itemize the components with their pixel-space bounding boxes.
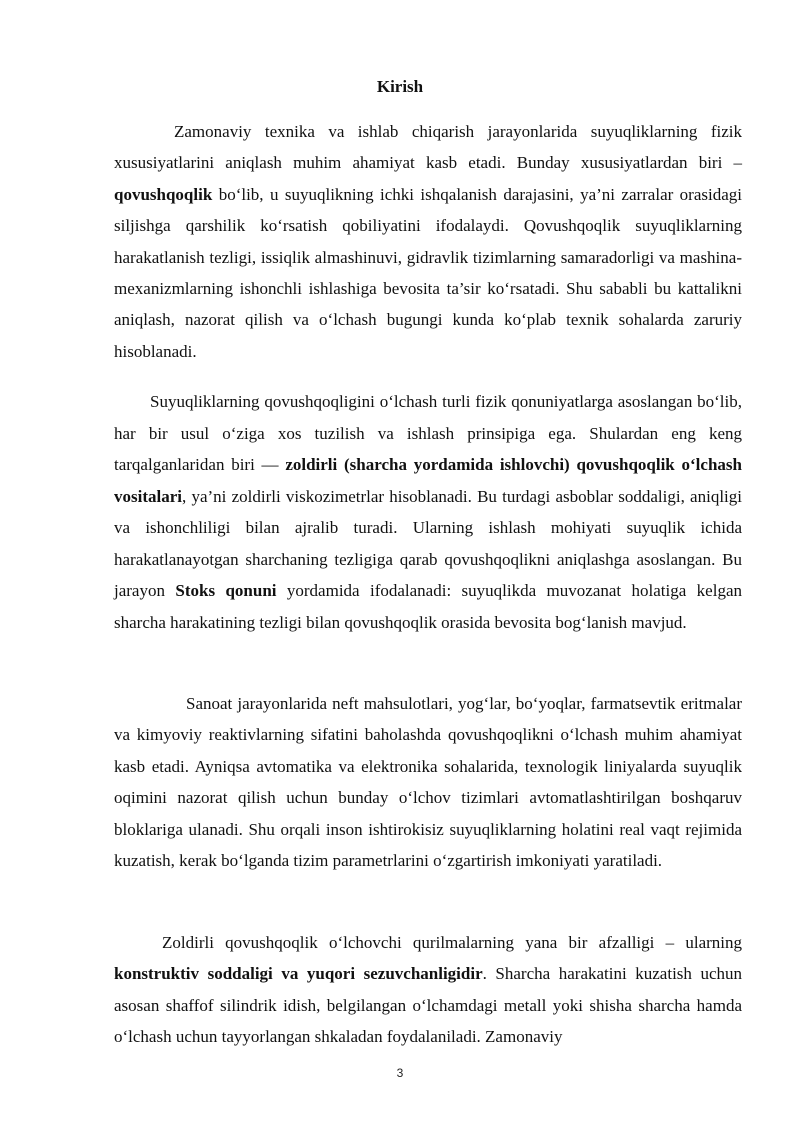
paragraph-text: bo‘lib, u suyuqlikning ichki ishqalanish darajasini, ya’ni zarralar orasidagi siljishga qarshilik ko‘rsatish qobiliyatini ifodalaydi. Qovushqoqlik suyuqliklarning harakatlanish tezligi, issiqlik almashinuvi, gidravlik tizimlarning samaradorligi va mashina-mexanizmlarning ishonchli ishlashiga bevosita ta’sir ko‘rsatadi. Shu sababli bu kattalikni aniqlash, nazorat qilish va o‘lchash bugungi kunda ko‘plab texnik sohalarda zaruriy hisoblanadi. xyxy=(114,184,742,361)
paragraph-4 xyxy=(114,927,742,1053)
paragraph-text: , ya’ni zoldirli viskozimetrlar hisoblanadi. Bu turdagi asboblar soddaligi, aniqligi va ishonchliligi bilan ajralib turadi. Ularning ishlash mohiyati suyuqlik ichida harakatlanayotgan sharchaning tezligiga qarab qovushqoqlikni aniqlashga asoslangan. Bu jarayon xyxy=(114,486,742,600)
page-number: 3 xyxy=(396,1066,404,1080)
paragraph-text: Zamonaviy texnika va ishlab chiqarish jarayonlarida suyuqliklarning fizik xususiyatlarini aniqlash muhim ahamiyat kasb etadi. Bunday xususiyatlardan biri – xyxy=(114,122,742,173)
paragraph-3 xyxy=(114,688,742,876)
section-heading: Kirish xyxy=(376,77,424,96)
paragraph-text: yordamida ifodalanadi: suyuqlikda muvozanat holatiga kelgan sharcha harakatining tezligi bilan qovushqoqlik orasida bevosita bog‘lanish mavjud. xyxy=(114,581,742,632)
paragraph-2 xyxy=(114,386,742,638)
paragraph-text: Sanoat jarayonlarida neft mahsulotlari, yog‘lar, bo‘yoqlar, farmatsevtik eritmalar va kimyoviy reaktivlarning sifatini baholashda qovushqoqlikni o‘lchash muhim ahamiyat kasb etadi. Ayniqsa avtomatika va elektronika sohalarida, texnologik liniyalarda suyuqlik oqimini nazorat qilish uchun bunday o‘lchov tizimlari avtomatlashtirilgan boshqaruv bloklariga ulanadi. Shu orqali inson ishtirokisiz suyuqliklarning holatini real vaqt rejimida kuzatish, kerak bo‘lganda tizim parametrlarini o‘zgartirish imkoniyati yaratiladi. xyxy=(114,694,742,871)
paragraph-text: Zoldirli qovushqoqlik o‘lchovchi qurilmalarning yana bir afzalligi – ularning xyxy=(162,933,742,952)
bold-term: Stoks qonuni xyxy=(175,581,277,600)
paragraph-1 xyxy=(114,116,742,367)
bold-term: qovushqoqlik xyxy=(114,184,213,204)
paragraph-text: . Sharcha harakatini kuzatish uchun asosan shaffof silindrik idish, belgilangan o‘lchamdagi metall yoki shisha sharcha hamda o‘lchash uchun tayyorlangan shkaladan foydalaniladi. Zamonaviy xyxy=(114,964,743,1047)
bold-term: zoldirli (sharcha yordamida ishlovchi) qovushqoqlik o‘lchash vositalari xyxy=(114,455,742,506)
bold-term: konstruktiv soddaligi va yuqori sezuvchanligidir xyxy=(114,964,483,984)
paragraph-text: Suyuqliklarning qovushqoqligini o‘lchash turli fizik qonuniyatlarga asoslangan bo‘lib, har bir usul o‘ziga xos tuzilish va ishlash prinsipiga ega. Shulardan eng keng tarqalganlaridan biri — xyxy=(114,392,742,474)
